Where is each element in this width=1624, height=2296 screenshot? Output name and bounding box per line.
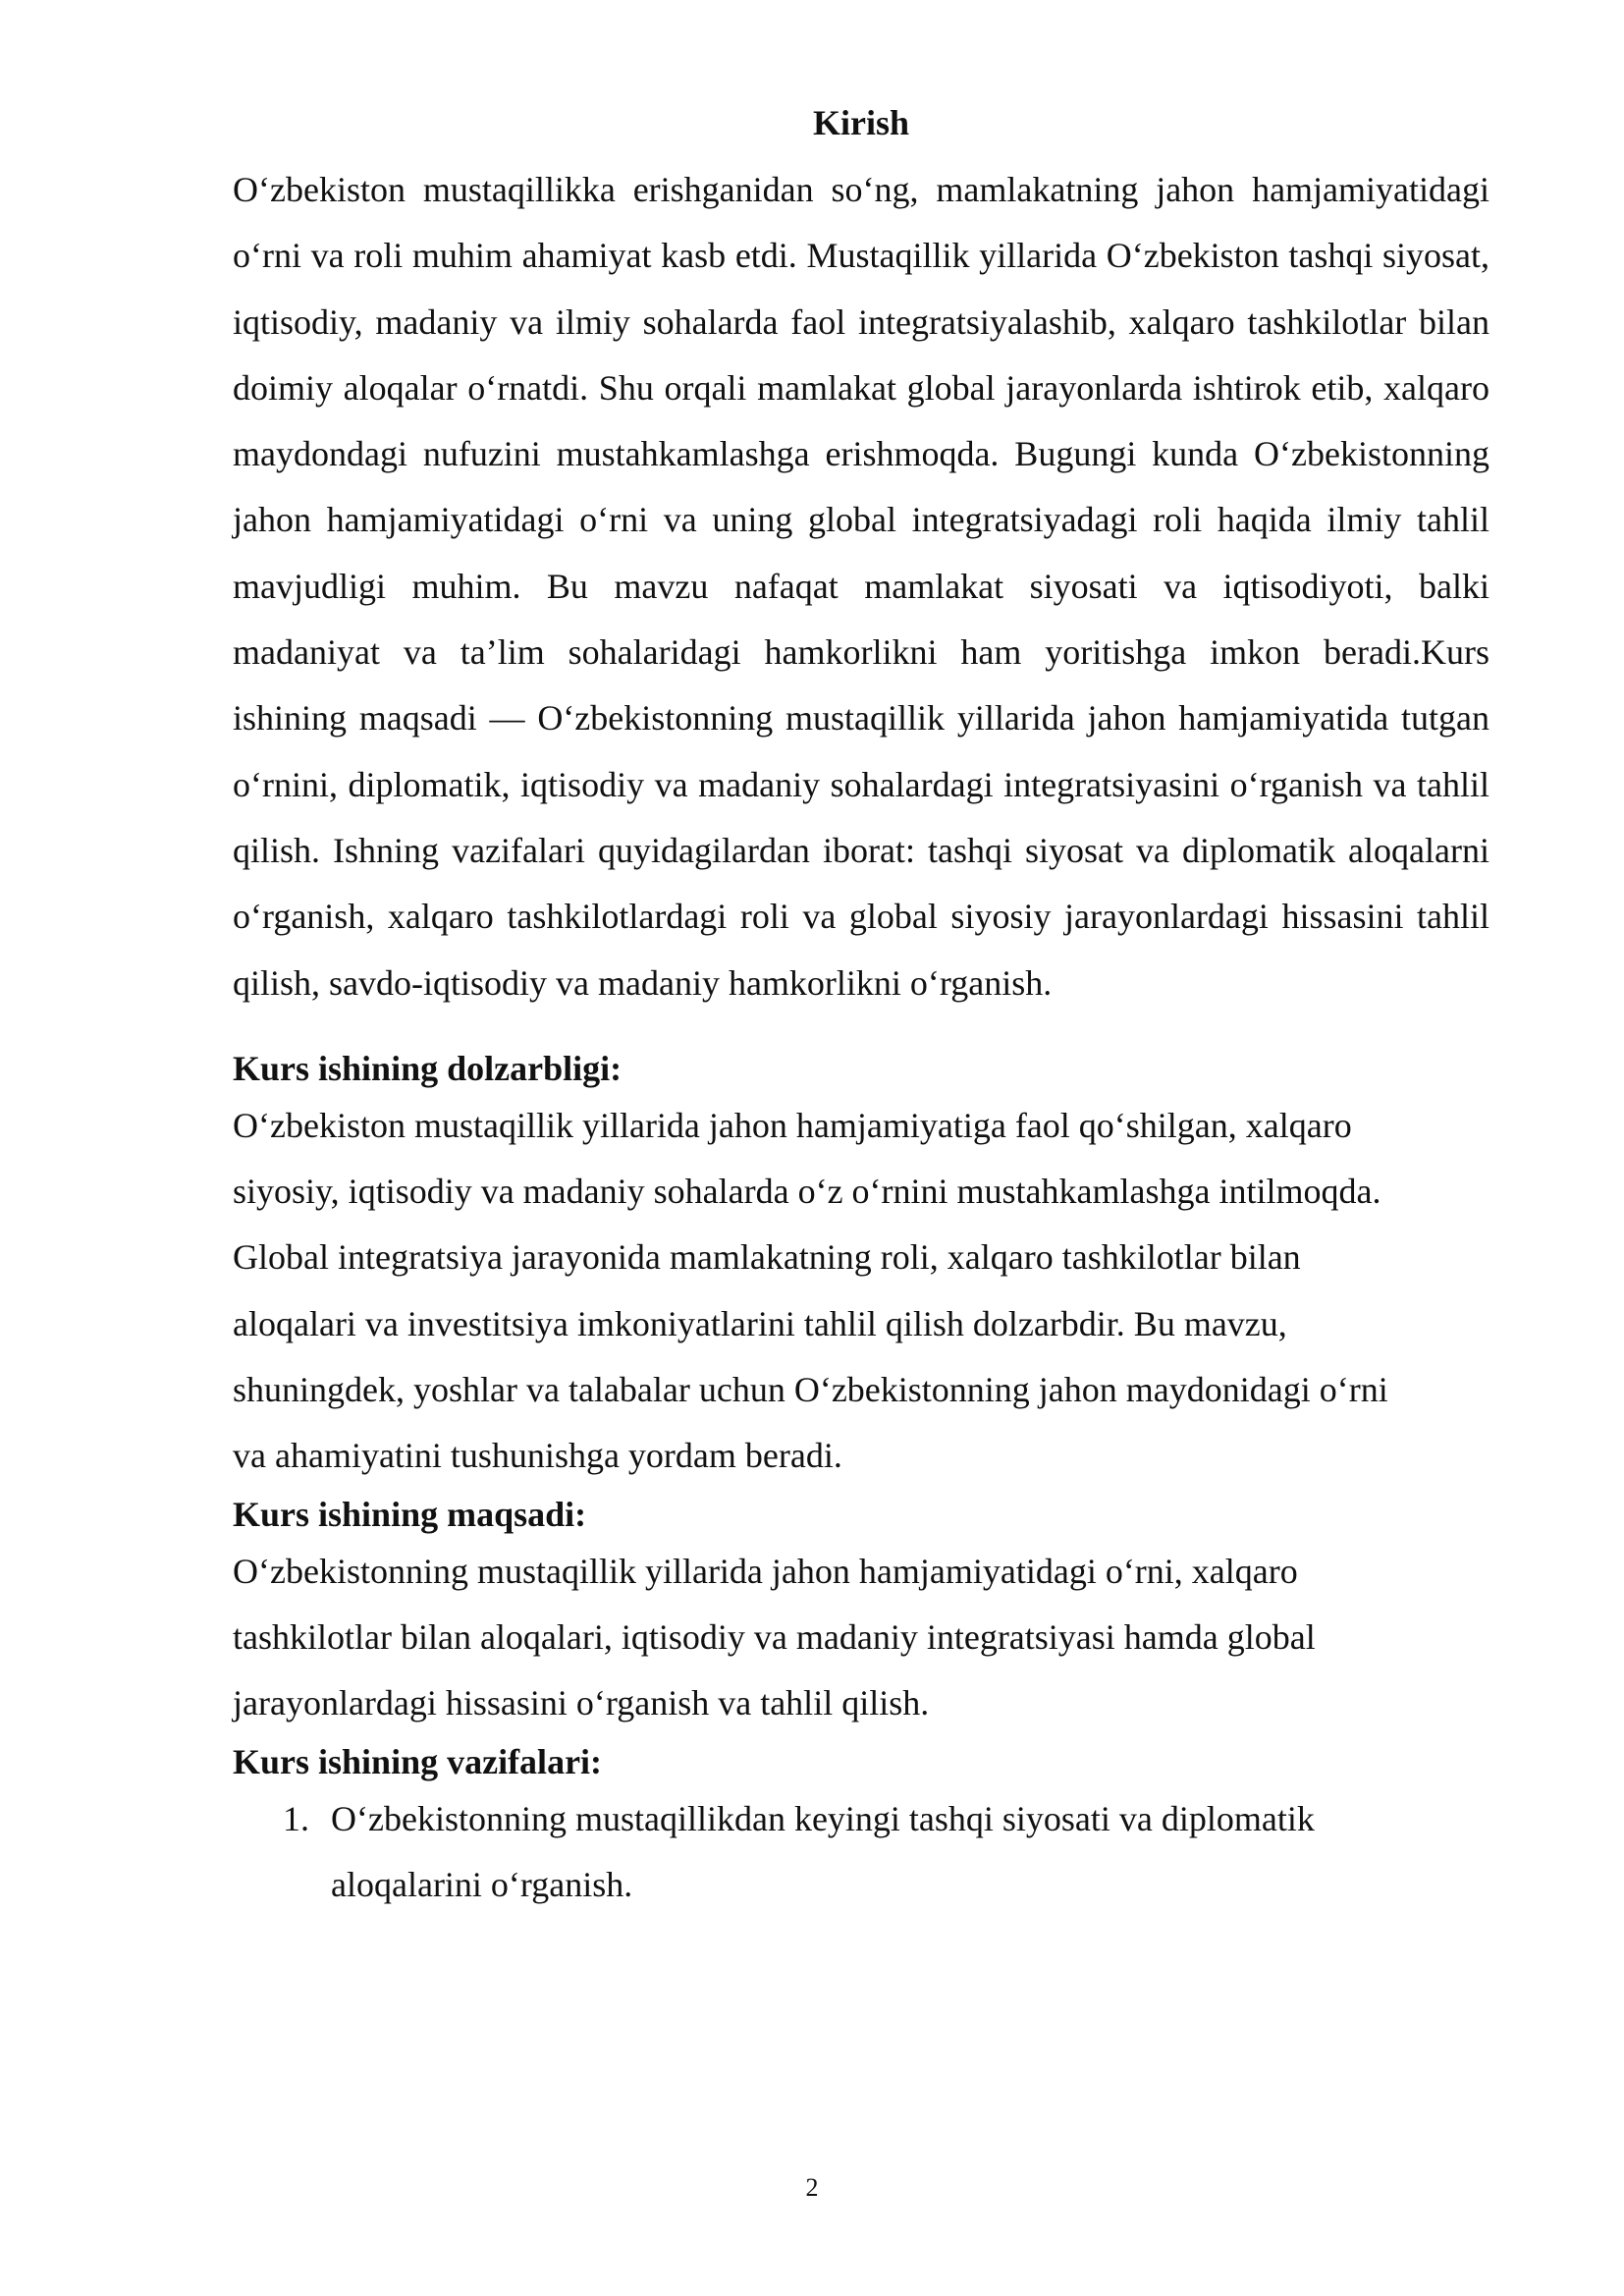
page-title: Kirish	[812, 103, 909, 142]
goal-paragraph	[233, 1539, 1489, 1737]
text-line: va ahamiyatini tushunishga yordam beradi.	[233, 1436, 842, 1476]
text-line: tashkilotlar bilan aloqalari, iqtisodiy va madaniy integratsiyasi hamda global	[233, 1616, 1316, 1657]
tasks-heading: Kurs ishining vazifalari:	[233, 1741, 603, 1781]
text-line: aloqalari va investitsiya imkoniyatlarini tahlil qilish dolzarbdir. Bu mavzu,	[233, 1303, 1287, 1343]
page-number: 2	[805, 2173, 819, 2202]
goal-heading: Kurs ishining maqsadi:	[233, 1494, 587, 1534]
page-content	[233, 98, 1489, 1918]
relevance-heading: Kurs ishining dolzarbligi:	[233, 1048, 623, 1088]
tasks-list	[233, 1786, 1489, 1919]
text-line: aloqalarini o‘rganish.	[331, 1864, 633, 1904]
list-item	[233, 1786, 1489, 1919]
text-line: O‘zbekistonning mustaqillik yillarida jahon hamjamiyatidagi o‘rni, xalqaro	[233, 1551, 1298, 1591]
text-line: O‘zbekistonning mustaqillikdan keyingi tashqi siyosati va diplomatik	[331, 1798, 1315, 1838]
text-line: shuningdek, yoshlar va talabalar uchun O‘zbekistonning jahon maydonidagi o‘rni	[233, 1370, 1388, 1410]
text-line: siyosiy, iqtisodiy va madaniy sohalarda o‘z o‘rnini mustahkamlashga intilmoqda.	[233, 1172, 1381, 1212]
text-line: jarayonlardagi hissasini o‘rganish va tahlil qilish.	[233, 1683, 930, 1723]
list-item-number: 1.	[283, 1798, 309, 1838]
text-line: Global integratsiya jarayonida mamlakatning roli, xalqaro tashkilotlar bilan	[233, 1237, 1301, 1278]
text-line: O‘zbekiston mustaqillik yillarida jahon hamjamiyatiga faol qo‘shilgan, xalqaro	[233, 1105, 1352, 1145]
relevance-paragraph	[233, 1093, 1489, 1490]
intro-paragraph: O‘zbekiston mustaqillikka erishganidan so‘ng, mamlakatning jahon hamjamiyatidagi o‘rni va roli muhim ahamiyat kasb etdi. Mustaqillik yillarida O‘zbekiston tashqi siyosat, iqtisodiy, madaniy va ilmiy sohalarda faol integratsiyalashib, xalqaro tashkilotlar bilan doimiy aloqalar o‘rnatdi. Shu orqali mamlakat global jarayonlarda ishtirok etib, xalqaro maydondagi nufuzini mustahkamlashga erishmoqda. Bugungi kunda O‘zbekistonning jahon hamjamiyatidagi o‘rni va uning global integratsiyadagi roli haqida ilmiy tahlil mavjudligi muhim. Bu mavzu nafaqat mamlakat siyosati va iqtisodiyoti, balki madaniyat va ta’lim sohalaridagi hamkorlikni ham yoritishga imkon beradi.Kurs ishining maqsadi — O‘zbekistonning mustaqillik yillarida jahon hamjamiyatida tutgan o‘rnini, diplomatik, iqtisodiy va madaniy sohalardagi integratsiyasini o‘rganish va tahlil qilish. Ishning vazifalari quyidagilardan iborat: tashqi siyosat va diplomatik aloqalarni o‘rganish, xalqaro tashkilotlardagi roli va global siyosiy jarayonlardagi hissasini tahlil qilish, savdo-iqtisodiy va madaniy hamkorlikni o‘rganish.	[233, 170, 1489, 1003]
